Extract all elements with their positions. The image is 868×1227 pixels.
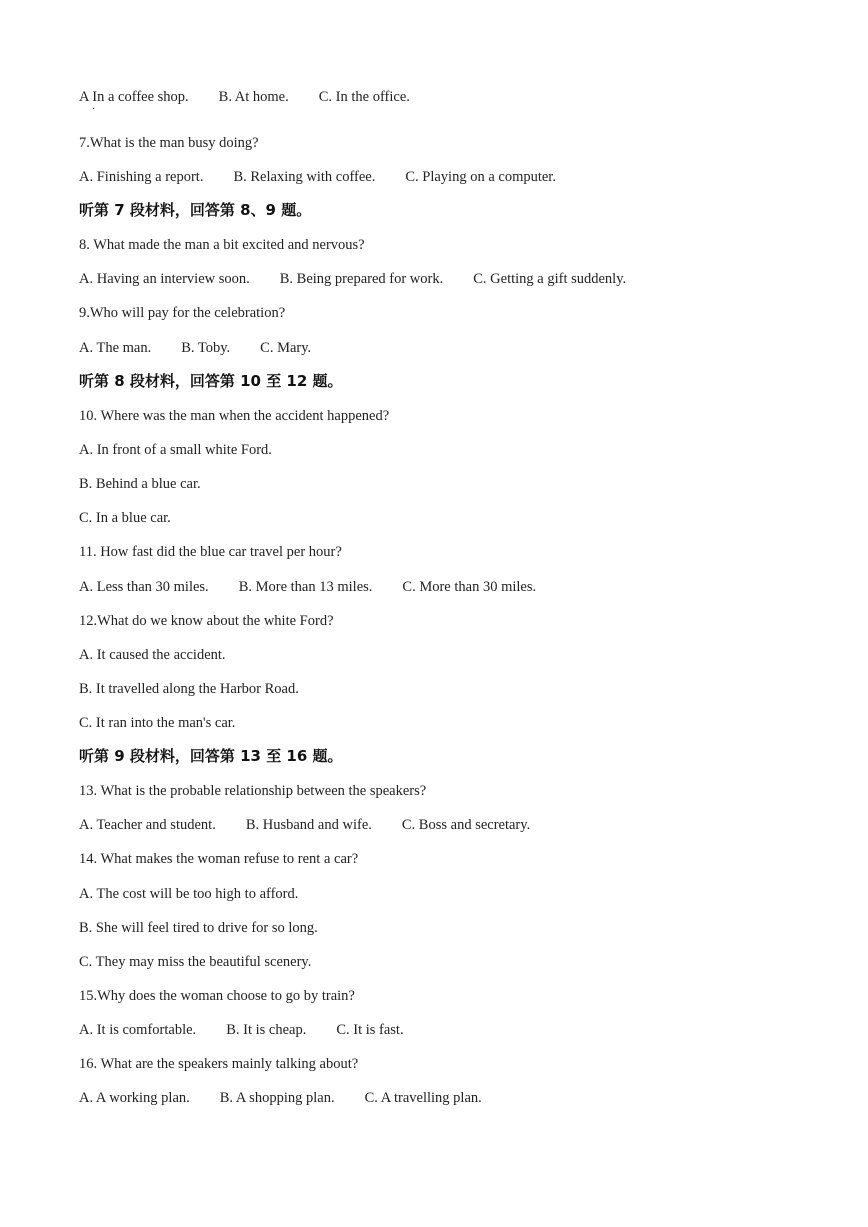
q14-option-c: C. They may miss the beautiful scenery. [79,954,312,970]
q15-option-c: C. It is fast. [336,1022,404,1038]
q11-option-b: B. More than 13 miles. [238,579,373,595]
q11-option-c: C. More than 30 miles. [402,579,537,595]
q6-options [79,88,410,115]
q10-option-c: C. In a blue car. [79,510,171,526]
q14-option-b: B. She will feel tired to drive for so long. [79,920,318,936]
q9-option-c: C. Mary. [260,340,312,356]
q12-option-c: C. It ran into the man's car. [79,715,236,731]
q13-option-c: C. Boss and secretary. [401,817,531,833]
section-9-heading: 听第 9 段材料，回答第 13 至 16 题。 [79,747,343,765]
q15-options [79,1021,404,1039]
q11-option-a: A. Less than 30 miles. [79,579,209,595]
q9-options [79,339,311,357]
q6-option-a: A In a coffee shop. [79,89,189,105]
q11-options [79,578,536,596]
q10-option-b: B. Behind a blue car. [79,476,201,492]
q7-option-c: C. Playing on a computer. [405,169,556,185]
section-8-heading: 听第 8 段材料，回答第 10 至 12 题。 [79,372,343,390]
q7-question: 7.What is the man busy doing? [79,135,259,151]
q7-option-b: B. Relaxing with coffee. [233,169,376,185]
q16-options [79,1089,482,1107]
q7-options [79,168,556,186]
q15-question: 15.Why does the woman choose to go by train? [79,988,355,1004]
section-7-heading: 听第 7 段材料，回答第 8、9 题。 [79,201,312,219]
q13-option-b: B. Husband and wife. [245,817,372,833]
q8-option-a: A. Having an interview soon. [79,271,250,287]
q12-option-a: A. It caused the accident. [79,647,226,663]
q8-option-c: C. Getting a gift suddenly. [473,271,627,287]
q11-question: 11. How fast did the blue car travel per hour? [79,544,342,560]
q8-question: 8. What made the man a bit excited and nervous? [79,237,365,253]
q8-option-b: B. Being prepared for work. [279,271,444,287]
q15-option-a: A. It is comfortable. [79,1022,197,1038]
q8-options [79,270,626,288]
q13-option-a: A. Teacher and student. [79,817,216,833]
q14-option-a: A. The cost will be too high to afford. [79,886,299,902]
q15-option-b: B. It is cheap. [226,1022,307,1038]
q16-option-b: B. A shopping plan. [219,1090,335,1106]
q16-option-a: A. A working plan. [79,1090,190,1106]
q14-question: 14. What makes the woman refuse to rent a car? [79,851,359,867]
q13-options [79,816,530,834]
q10-option-a: A. In front of a small white Ford. [79,442,272,458]
q16-option-c: C. A travelling plan. [364,1090,482,1106]
stray-dot-mark: · [92,104,96,115]
q6-option-b: B. At home. [218,89,289,105]
q9-option-b: B. Toby. [181,340,231,356]
q9-question: 9.Who will pay for the celebration? [79,305,286,321]
q12-question: 12.What do we know about the white Ford? [79,613,334,629]
q10-question: 10. Where was the man when the accident happened? [79,408,390,424]
q12-option-b: B. It travelled along the Harbor Road. [79,681,299,697]
q6-option-c: C. In the office. [318,89,410,105]
q7-option-a: A. Finishing a report. [79,169,204,185]
q9-option-a: A. The man. [79,340,152,356]
q16-question: 16. What are the speakers mainly talking about? [79,1056,359,1072]
q13-question: 13. What is the probable relationship between the speakers? [79,783,427,799]
